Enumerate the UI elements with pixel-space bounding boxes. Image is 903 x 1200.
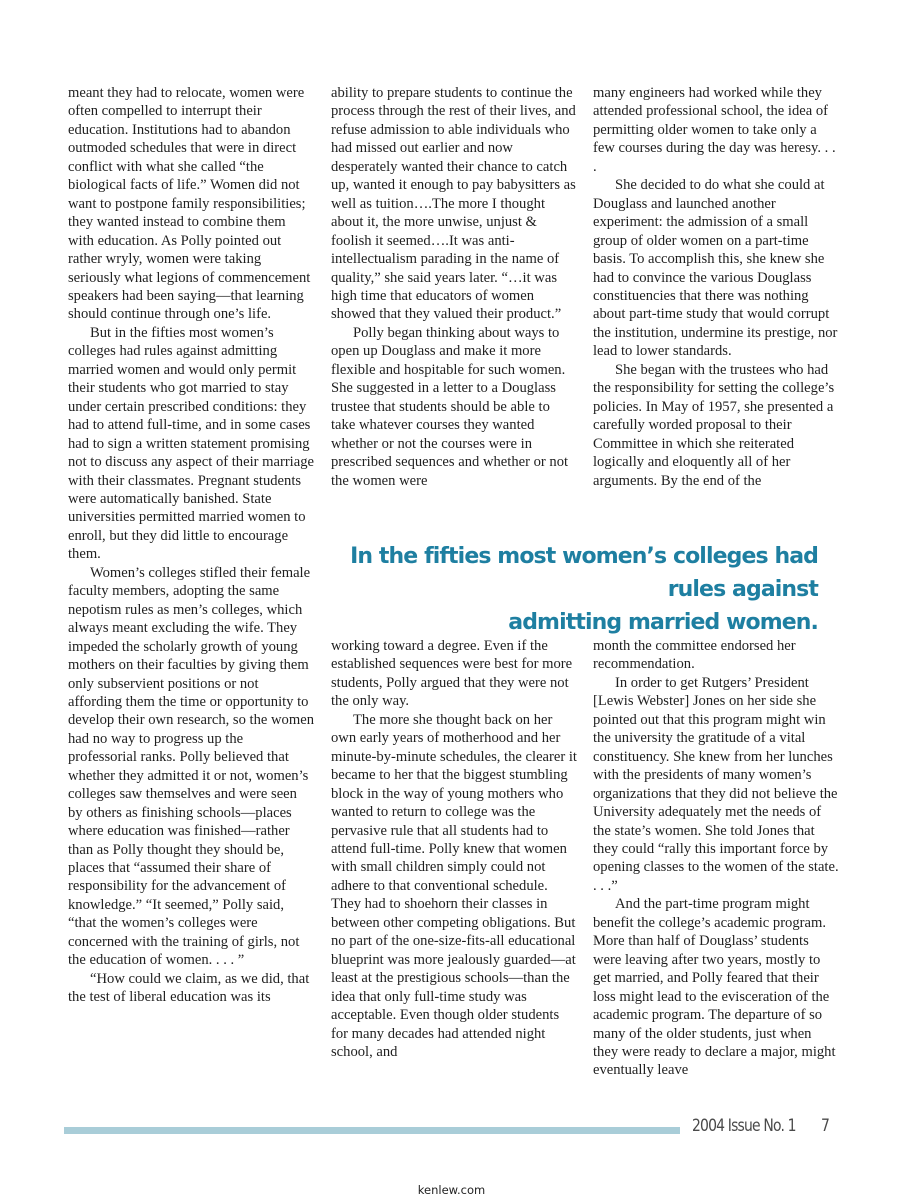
paragraph: many engineers had worked while they attended professional school, the idea of permitting older women to take only a few courses during the day was heresy. . . .: [593, 85, 836, 175]
pull-quote: [318, 540, 818, 639]
body-column-3: [593, 84, 839, 490]
paragraph: And the part-time program might benefit the college’s academic program. More than half of Douglass’ students were leaving after two years, mostly to get married, and Polly feared that their loss might lead to the evisceration of the academic program. The departure of so many of the older students, just when they were ready to declare a major, might eventually leave: [593, 896, 836, 1079]
paragraph: Polly began thinking about ways to open up Douglass and make it more flexible and hospitable for such women. She suggested in a letter to a Douglass trustee that students should be able to take whatever courses they wanted whether or not the courses were in prescribed sequences and whether or not the women were: [331, 324, 569, 489]
paragraph: month the committee endorsed her recommendation.: [593, 638, 796, 673]
paragraph: But in the fifties most women’s colleges had rules against admitting married women and would only permit their students who got married to stay under certain prescribed conditions: they had to attend full-time, and in some cases had to sign a written statement promising not to discuss any aspect of their marriage with their classmates. Pregnant students were automatically banished. State universities permitted married women to enroll, but they did little to encourage them.: [68, 324, 314, 563]
paragraph: She decided to do what she could at Douglass and launched another experiment: the admission of a small group of older women on a part-time basis. To accomplish this, she knew she had to convince the various Douglass constituencies that there was nothing about part-time study that would corrupt the institution, undermine its prestige, nor lead to lower standards.: [593, 177, 838, 360]
body-column-1: [68, 84, 314, 1007]
issue-label: 2004 Issue No. 1: [692, 1116, 796, 1136]
body-column-5: [593, 637, 839, 1080]
site-watermark: kenlew.com: [417, 1183, 486, 1197]
footer-rule: [64, 1127, 680, 1134]
paragraph: working toward a degree. Even if the established sequences were best for more students, Polly argued that they were not the only way.: [331, 638, 573, 710]
paragraph: In order to get Rutgers’ President [Lewis Webster] Jones on her side she pointed out that this program might win the university the gratitude of a vital constituency. She knew from her lunches with the presidents of many women’s organizations that they did not believe the University adequately met the needs of the state’s women. She told Jones that they could “rally this important force by opening classes to the women of the state. . . .”: [593, 674, 839, 894]
paragraph: She began with the trustees who had the responsibility for setting the college’s policies. In May of 1957, she presented a carefully worded proposal to their Committee in which she reiterated logically and eloquently all of her arguments. By the end of the: [593, 361, 835, 489]
paragraph: “How could we claim, as we did, that the test of liberal education was its: [68, 970, 310, 1006]
pull-quote-line-2: admitting married women.: [508, 610, 818, 635]
paragraph: Women’s colleges stifled their female faculty members, adopting the same nepotism rules as men’s colleges, which always meant excluding the wife. They impeded the scholarly growth of young mothers on their faculties by giving them only subservient positions or not affording them the time or opportunity to develop their own research, so the women had no way to progress up the professorial ranks. Polly believed that whether they admitted it or not, women’s colleges saw themselves and were seen by others as finishing schools—places where education was finished—rather than as Polly thought they should be, places that “assumed their share of responsibility for the advancement of knowledge.” “It seemed,” Polly said, “that the women’s colleges were concerned with the training of girls, not the education of women. . . . ”: [68, 564, 314, 969]
paragraph: The more she thought back on her own early years of motherhood and her minute-by-minute schedules, the clearer it became to her that the biggest stumbling block in the way of young mothers who wanted to return to college was the pervasive rule that all students had to attend full-time. Polly knew that women with small children simply could not adhere to that conventional schedule. They had to shoehorn their classes in between other competing obligations. But no part of the one-size-fits-all educational blueprint was more jealously guarded—at least at the prestigious schools—than the idea that only full-time study was acceptable. Even though older students for many decades had attended night school, and: [331, 711, 577, 1060]
page-number: 7: [821, 1116, 830, 1136]
body-column-2: [331, 84, 577, 490]
paragraph: ability to prepare students to continue the process through the rest of their lives, and refuse admission to able individuals who had missed out earlier and now desperately wanted their chance to catch up, wanted it enough to pay babysitters as well as tuition….The more I thought about it, the more unwise, unjust & foolish it seemed….It was anti-intellectualism parading in the name of quality,” she said years later. “…it was high time that educators of women showed that they valued their product.”: [331, 85, 576, 323]
paragraph: meant they had to relocate, women were often compelled to interrupt their education. Institutions had to abandon outmoded schedules that were in direct conflict with what she called “the biological facts of life.” Women did not want to postpone family responsibilities; they wanted instead to combine them with education. As Polly pointed out rather wryly, women were taking seriously what legions of commencement speakers had been saying—that learning should continue through one’s life.: [68, 85, 311, 323]
pull-quote-line-1: In the fifties most women’s colleges had rules against: [350, 544, 818, 602]
body-column-4: [331, 637, 577, 1061]
